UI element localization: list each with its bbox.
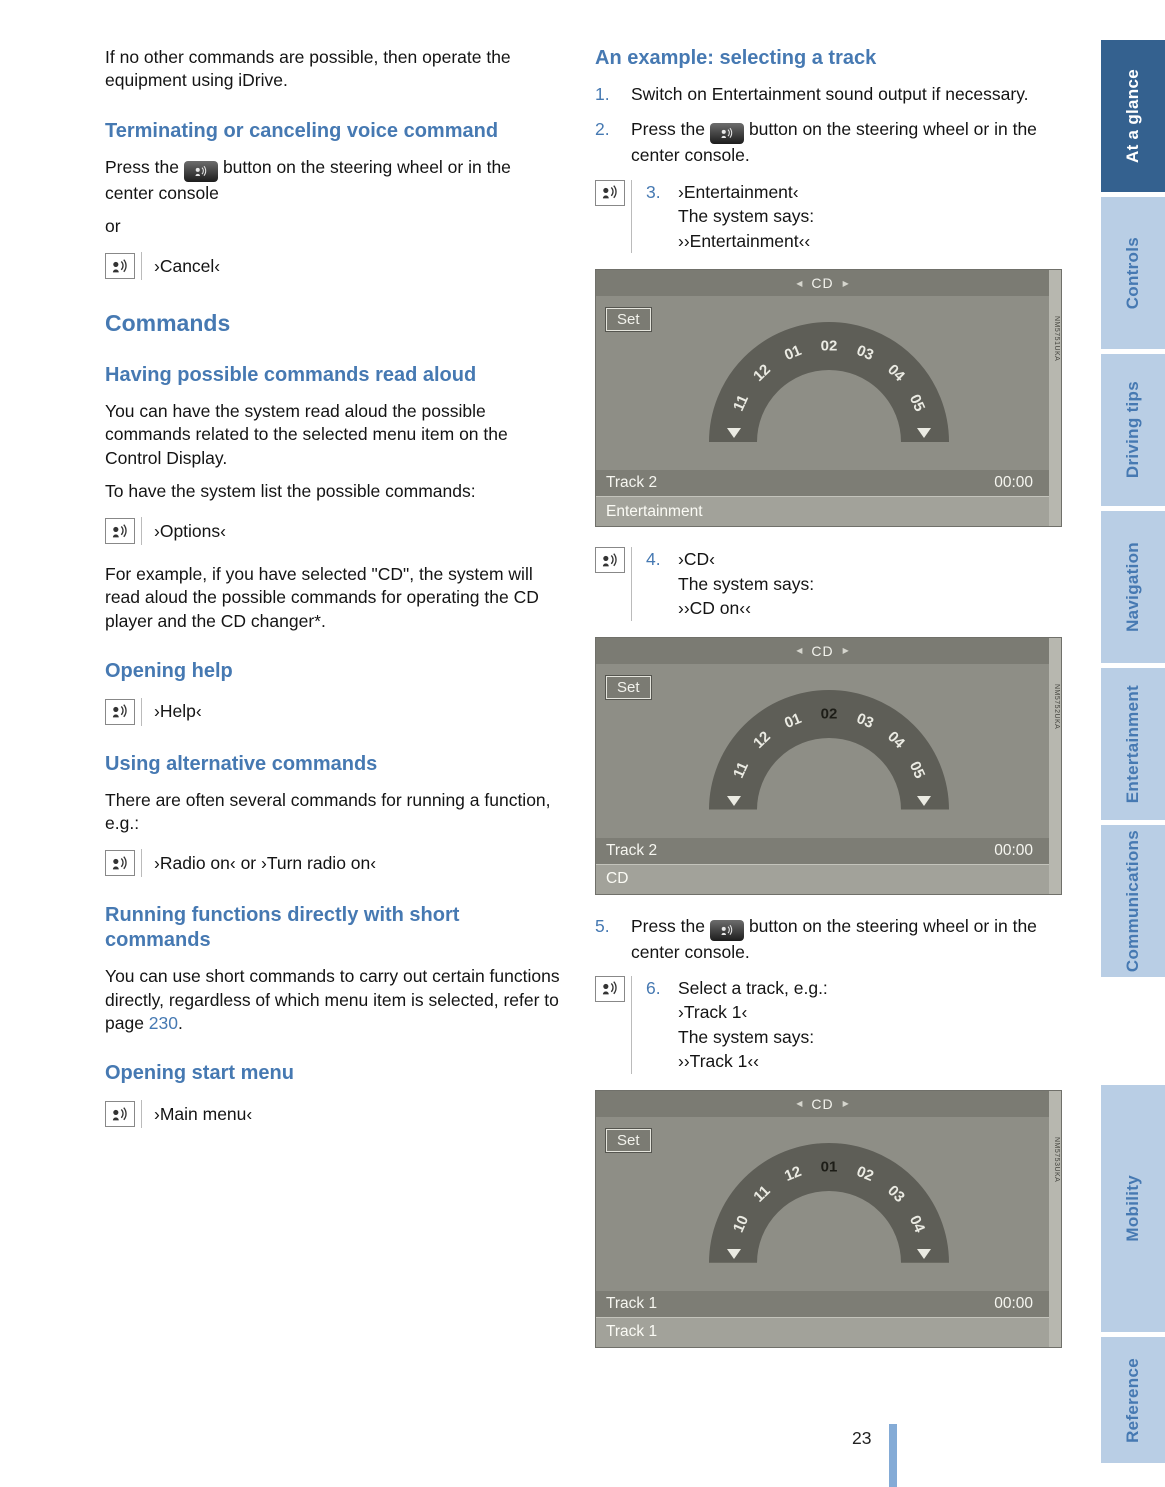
steering-wheel-speak-button-icon — [710, 920, 744, 941]
step-number: 4. — [646, 549, 661, 570]
page-reference-link[interactable]: 230 — [148, 1012, 178, 1033]
cd-display-screenshot — [595, 1090, 1062, 1348]
cd-display-screenshot — [595, 637, 1062, 895]
title-left-arrow-icon: ◀ — [796, 278, 803, 288]
text-before-button: Press the — [631, 119, 705, 140]
section-tabs-sidebar — [1101, 0, 1165, 1487]
sidebar-tab-label: Entertainment — [1123, 684, 1142, 804]
title-left-arrow-icon: ◀ — [796, 646, 803, 656]
dial-left-arrow-icon — [727, 796, 741, 806]
voice-step — [595, 976, 1062, 1074]
track-label: Track 2 — [606, 841, 658, 859]
dial-left-arrow-icon — [727, 428, 741, 438]
paragraph-with-button — [105, 156, 563, 205]
sidebar-tab-label: Communications — [1123, 829, 1142, 973]
figure-side-strip — [1049, 638, 1061, 894]
voice-step-line: ››Entertainment‹‹ — [678, 230, 811, 251]
steering-wheel-speak-button-icon — [710, 123, 744, 144]
track-number: 01 — [782, 342, 804, 365]
right-column-steps — [595, 83, 1062, 1348]
voice-step-line: ››CD on‹‹ — [678, 598, 751, 619]
track-number: 04 — [883, 361, 908, 385]
step-text — [631, 915, 1062, 964]
screen-status-row — [596, 470, 1049, 496]
numbered-step — [595, 83, 1062, 106]
voice-step-content — [631, 976, 828, 1074]
text-after-button: button on the steering wheel or in the center console — [105, 156, 511, 203]
sidebar-tab-mobility[interactable] — [1101, 1085, 1165, 1332]
voice-step-lines — [678, 976, 828, 1074]
track-number: 03 — [854, 709, 876, 732]
voice-step-line: Select a track, e.g.: — [678, 977, 828, 998]
paragraph: or — [105, 215, 121, 236]
screen-title: CD — [811, 642, 834, 659]
voice-command-icon — [105, 850, 135, 876]
track-number: 02 — [820, 705, 838, 723]
track-number: 12 — [782, 1162, 804, 1185]
voice-step — [595, 547, 1062, 621]
paragraph: There are often several commands for running a function, e.g.: — [105, 789, 551, 834]
sidebar-tab-controls[interactable] — [1101, 197, 1165, 349]
screen-title: CD — [811, 1095, 834, 1112]
figure-watermark: NM5751UKA — [1053, 316, 1060, 362]
voice-command-icon — [105, 699, 135, 725]
divider — [141, 698, 142, 726]
voice-command-icon — [105, 1101, 135, 1127]
screen-menu-bar — [596, 496, 1049, 526]
section-heading: Commands — [105, 310, 231, 337]
sub-heading: Having possible commands read aloud — [105, 364, 477, 387]
sidebar-tab-label: Navigation — [1123, 542, 1142, 632]
sub-heading: Using alternative commands — [105, 752, 378, 775]
sidebar-tab-label: Controls — [1123, 236, 1142, 310]
title-right-arrow-icon: ▶ — [842, 278, 849, 288]
voice-command-icon — [595, 547, 625, 573]
sidebar-tab-label: Mobility — [1123, 1175, 1142, 1242]
step-number: 5. — [595, 915, 610, 936]
right-column — [595, 46, 1062, 1368]
title-right-arrow-icon: ▶ — [842, 646, 849, 656]
text-before-button: Press the — [631, 915, 705, 936]
paragraph: If no other commands are possible, then operate the equipment using iDrive. — [105, 47, 511, 91]
sidebar-tab-at-a-glance[interactable] — [1101, 40, 1165, 192]
voice-command-row — [105, 849, 563, 877]
voice-step-line: ›CD‹ — [678, 549, 715, 570]
menu-label: Track 1 — [606, 1323, 658, 1341]
paragraph: For example, if you have selected "CD", the system will read aloud the possible commands for operating the CD player and the CD changer*. — [105, 564, 539, 631]
screen-status-row — [596, 1291, 1049, 1317]
track-number: 11 — [730, 392, 753, 414]
voice-command-icon — [105, 518, 135, 544]
track-number: 05 — [905, 391, 928, 415]
screen-title: CD — [811, 275, 834, 292]
sidebar-tab-entertainment[interactable] — [1101, 668, 1165, 820]
menu-label: CD — [606, 870, 629, 888]
voice-step-line: ›Entertainment‹ — [678, 181, 799, 202]
sidebar-tab-label: Driving tips — [1123, 381, 1142, 479]
dial-right-arrow-icon — [917, 428, 931, 438]
track-time: 00:00 — [994, 474, 1033, 492]
sub-heading: Terminating or canceling voice command — [105, 119, 499, 142]
sub-heading: Opening start menu — [105, 1062, 294, 1085]
divider — [141, 252, 142, 280]
track-number: 02 — [820, 337, 838, 355]
track-number: 02 — [854, 1162, 876, 1185]
numbered-step-with-button — [595, 915, 1062, 964]
screen-menu-bar — [596, 864, 1049, 894]
sidebar-tab-label: At a glance — [1123, 69, 1142, 163]
paragraph: To have the system list the possible commands: — [105, 480, 476, 501]
screen-title-bar — [596, 270, 1049, 296]
voice-step-line: The system says: — [678, 1026, 815, 1047]
voice-command-row — [105, 698, 563, 726]
set-button: Set — [606, 676, 651, 699]
voice-step-lines — [678, 547, 814, 621]
voice-command-text: ›Radio on‹ or ›Turn radio on‹ — [154, 852, 377, 873]
track-number: 01 — [782, 709, 804, 732]
voice-step-line: ››Track 1‹‹ — [678, 1051, 760, 1072]
paragraph: You can have the system read aloud the possible commands related to the selected menu item on the Control Display. — [105, 401, 508, 468]
left-column — [105, 46, 563, 1146]
sidebar-tab-communications[interactable] — [1101, 825, 1165, 977]
sub-heading: Opening help — [105, 659, 233, 682]
track-number: 04 — [905, 1212, 928, 1235]
sidebar-tab-reference[interactable] — [1101, 1337, 1165, 1463]
voice-command-icon — [105, 253, 135, 279]
step-text: Switch on Entertainment sound output if necessary. — [631, 84, 1029, 104]
track-time: 00:00 — [994, 1294, 1033, 1312]
voice-command-icon — [595, 976, 625, 1002]
voice-step-lines — [678, 180, 814, 254]
voice-command-text: ›Options‹ — [154, 520, 226, 541]
track-number: 01 — [820, 1158, 838, 1176]
text-after-button: button on the steering wheel or in the center console. — [631, 915, 1037, 962]
screen-menu-bar — [596, 1317, 1049, 1347]
figure-watermark: NM5752UKA — [1053, 683, 1060, 729]
cd-display-screenshot — [595, 269, 1062, 527]
divider — [141, 517, 142, 545]
text-before-button: Press the — [105, 156, 179, 177]
figure-side-strip — [1049, 1091, 1061, 1347]
right-column-heading: An example: selecting a track — [595, 47, 877, 69]
figure-watermark: NM5753UKA — [1053, 1136, 1060, 1183]
track-number: 11 — [750, 1182, 774, 1206]
title-right-arrow-icon: ▶ — [842, 1099, 849, 1109]
track-label: Track 2 — [606, 474, 658, 492]
track-number: 03 — [883, 1181, 908, 1206]
page-marker-bar — [889, 1424, 897, 1487]
step-text — [631, 118, 1062, 167]
set-button: Set — [606, 1129, 651, 1152]
screen-status-row — [596, 838, 1049, 864]
voice-command-text: ›Help‹ — [154, 701, 202, 722]
voice-command-text: ›Cancel‹ — [154, 255, 221, 276]
page-number: 23 — [852, 1428, 872, 1448]
dial-right-arrow-icon — [917, 1249, 931, 1259]
voice-step-line: The system says: — [678, 573, 815, 594]
numbered-step-with-button — [595, 118, 1062, 167]
track-number: 03 — [854, 342, 876, 365]
sidebar-tab-label: Reference — [1123, 1357, 1142, 1443]
voice-command-icon — [595, 180, 625, 206]
text-after-link: . — [178, 1012, 183, 1033]
steering-wheel-speak-button-icon — [184, 161, 218, 182]
divider — [141, 849, 142, 877]
voice-command-row — [105, 517, 563, 545]
voice-command-row — [105, 1100, 563, 1128]
track-label: Track 1 — [606, 1294, 658, 1312]
voice-step-line: ›Track 1‹ — [678, 1002, 748, 1023]
step-number: 1. — [595, 84, 610, 104]
track-number: 12 — [750, 728, 775, 753]
figure-side-strip — [1049, 270, 1061, 526]
step-number: 2. — [595, 119, 610, 140]
track-number: 12 — [750, 361, 775, 385]
track-number: 05 — [905, 759, 928, 782]
sub-heading: Running functions directly with short commands — [105, 904, 460, 952]
track-number: 11 — [730, 759, 753, 782]
text-before-link: You can use short commands to carry out certain functions directly, regardless of which menu item is selected, refer to page — [105, 966, 560, 1033]
track-time: 00:00 — [994, 841, 1033, 859]
voice-step-content — [631, 547, 814, 621]
set-button: Set — [606, 308, 651, 331]
title-left-arrow-icon: ◀ — [796, 1099, 803, 1109]
dial-left-arrow-icon — [727, 1249, 741, 1259]
dial-right-arrow-icon — [917, 796, 931, 806]
menu-label: Entertainment — [606, 502, 703, 520]
divider — [141, 1100, 142, 1128]
screen-title-bar — [596, 638, 1049, 664]
step-number: 6. — [646, 977, 661, 998]
voice-command-row — [105, 252, 563, 280]
voice-step — [595, 180, 1062, 254]
paragraph-with-link — [105, 965, 563, 1035]
voice-step-line: The system says: — [678, 206, 815, 227]
screen-title-bar — [596, 1091, 1049, 1117]
text-after-button: button on the steering wheel or in the center console. — [631, 119, 1037, 166]
sidebar-tab-navigation[interactable] — [1101, 511, 1165, 663]
voice-step-content — [631, 180, 814, 254]
track-number: 04 — [883, 728, 908, 753]
step-number: 3. — [646, 181, 661, 202]
sidebar-tab-driving-tips[interactable] — [1101, 354, 1165, 506]
voice-command-text: ›Main menu‹ — [154, 1103, 253, 1124]
track-number: 10 — [730, 1212, 753, 1235]
